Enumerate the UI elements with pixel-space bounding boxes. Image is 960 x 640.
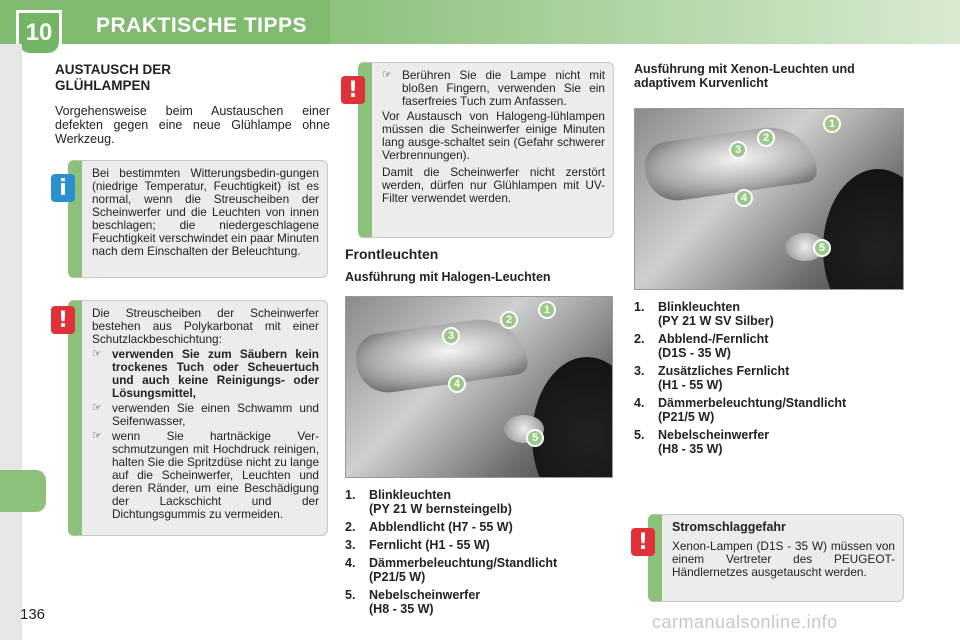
current-warning-heading: Stromschlaggefahr: [672, 520, 786, 534]
left-margin-strip: [0, 44, 22, 640]
current-warning-text: Xenon-Lampen (D1S - 35 W) müssen von einem Vertreter des PEUGEOT-Händlernetzes ausgetauscht werden.: [672, 539, 895, 579]
callout-5: 5: [526, 429, 544, 447]
pointing-hand-icon: ☞: [92, 430, 102, 442]
xenon-headlight-photo: [634, 108, 904, 290]
pointing-hand-icon: ☞: [382, 69, 392, 81]
halogen-heading: Ausführung mit Halogen-Leuchten: [345, 270, 551, 284]
callout-4: 4: [735, 189, 753, 207]
xenon-bulb-list: [634, 300, 914, 460]
warning-box-bulbs-para2: Damit die Scheinwerfer nicht zerstört werden, dürfen nur Glühlampen mit UV-Filter verwendet werden.: [382, 165, 605, 205]
warning-icon: !: [631, 528, 655, 556]
list-item: 5. Nebelscheinwerfer (H8 - 35 W): [345, 588, 481, 616]
list-item: 3. Zusätzliches Fernlicht (H1 - 55 W): [634, 364, 790, 392]
info-box-text: Bei bestimmten Witterungsbedin-gungen (niedrige Temperatur, Feuchtigkeit) ist es normal, wenn die Streuscheiben der Scheinwerfer und die Leuchten von innen beschlagen; die niedergeschlagene Feuchtigkeit verschwindet ein paar Minuten nach dem Einschalten der Beleuchtung.: [92, 166, 319, 258]
current-warning-box: [648, 514, 904, 602]
callout-1: 1: [538, 301, 556, 319]
warning-icon: !: [51, 306, 75, 334]
pointing-hand-icon: ☞: [92, 402, 102, 414]
info-box: [68, 160, 328, 278]
callout-4: 4: [448, 375, 466, 393]
warning-bullet-1: [92, 348, 319, 400]
page-title: PRAKTISCHE TIPPS: [96, 14, 308, 37]
page-number: 136: [20, 606, 46, 623]
callout-2: 2: [757, 129, 775, 147]
callout-2: 2: [500, 311, 518, 329]
list-item: 2. Abblend-/Fernlicht (D1S - 35 W): [634, 332, 769, 360]
callout-3: 3: [729, 141, 747, 159]
warning-bullet-2: [92, 402, 319, 428]
front-lights-heading: Frontleuchten: [345, 246, 439, 262]
warning-box-bulbs-bullet: [382, 69, 605, 108]
callout-5: 5: [813, 239, 831, 257]
section-intro: Vorgehensweise beim Austauschen einer defekten gegen eine neue Glühlampe ohne Werkzeug.: [55, 104, 330, 146]
halogen-bulb-list: [345, 488, 615, 620]
halogen-headlight-photo: [345, 296, 613, 478]
watermark: carmanualsonline.info: [652, 612, 838, 632]
callout-3: 3: [442, 327, 460, 345]
list-item: 3. Fernlicht (H1 - 55 W): [345, 538, 490, 552]
pointing-hand-icon: ☞: [92, 348, 102, 360]
list-item: 5. Nebelscheinwerfer (H8 - 35 W): [634, 428, 770, 456]
info-icon: i: [51, 174, 75, 202]
car-wheel: [823, 169, 904, 290]
warning-bullet-text: verwenden Sie zum Säubern kein trockenes Tuch oder Scheuertuch und auch keine Reinigungs- oder Lösungsmittel,: [112, 347, 319, 400]
chapter-number-badge: 10: [16, 10, 62, 56]
car-wheel: [532, 357, 613, 478]
headlight-lamp: [642, 121, 819, 204]
section-heading: AUSTAUSCH DER GLÜHLAMPEN: [55, 62, 172, 93]
list-item: 4. Dämmerbeleuchtung/Standlicht (P21/5 W): [345, 556, 558, 584]
warning-box-cleaning-intro: Die Streuscheiben der Scheinwerfer bestehen aus Polykarbonat mit einer Schutzlackbeschichtung:: [92, 306, 319, 346]
callout-1: 1: [823, 115, 841, 133]
warning-bullet-3: [92, 430, 319, 521]
warning-box-bulbs: [358, 62, 614, 238]
list-item: 1. Blinkleuchten (PY 21 W bernsteingelb): [345, 488, 512, 516]
list-item: 1. Blinkleuchten (PY 21 W SV Silber): [634, 300, 774, 328]
warning-bullet-text: verwenden Sie einen Schwamm und Seifenwasser,: [112, 401, 319, 428]
xenon-heading: Ausführung mit Xenon-Leuchten und adaptivem Kurvenlicht: [634, 62, 855, 90]
warning-icon: !: [341, 76, 365, 104]
warning-box-bulbs-para1: Vor Austausch von Halogeng-lühlampen müssen die Scheinwerfer einige Minuten lang ausge-schaltet sein (Gefahr schwerer Verbrennungen).: [382, 109, 605, 162]
column-left: [55, 62, 330, 146]
list-item: 4. Dämmerbeleuchtung/Standlicht (P21/5 W): [634, 396, 847, 424]
warning-bullet-text: wenn Sie hartnäckige Ver-schmutzungen mit Hochdruck reinigen, halten Sie die Spritzdüse nicht zu lange auf die Scheinwerfer, Leuchten und deren Ränder, um eine Beschädigung der Lackschicht und der Dichtungsgummis zu vermeiden.: [112, 429, 319, 521]
chapter-side-tab: [0, 470, 46, 512]
list-item: 2. Abblendlicht (H7 - 55 W): [345, 520, 513, 534]
header-bar-gradient: [330, 0, 960, 44]
warning-box-bulbs-bullet-text: Berühren Sie die Lampe nicht mit bloßen Fingern, verwenden Sie ein faserfreies Tuch zum Anfassen.: [402, 68, 605, 108]
warning-box-cleaning: [68, 300, 328, 536]
